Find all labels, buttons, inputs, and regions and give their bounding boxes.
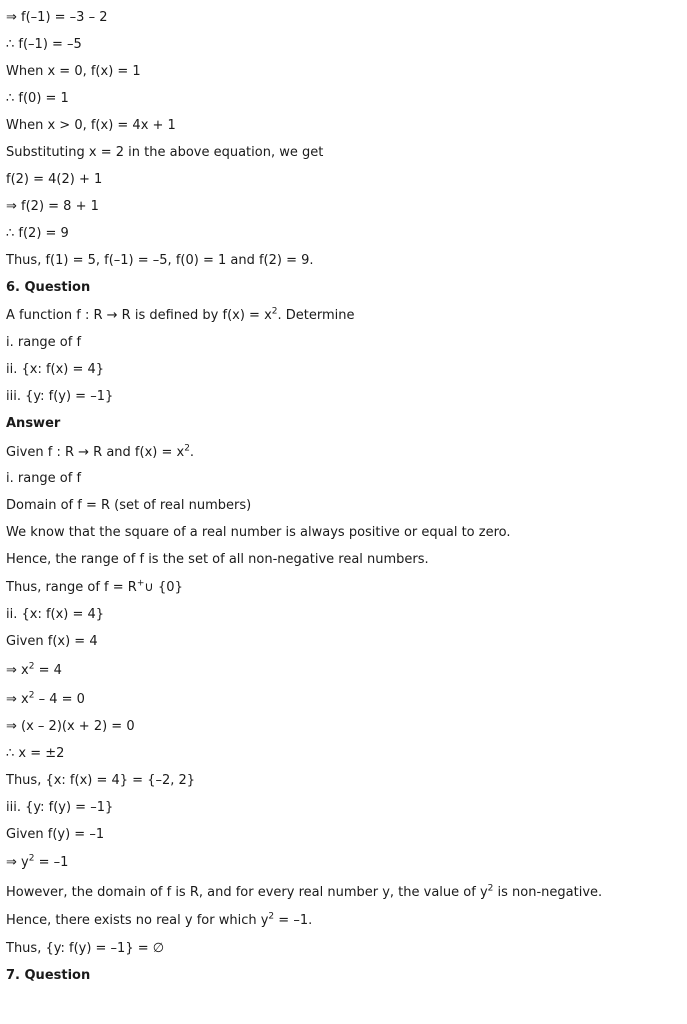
answer-line: iii. {y: f(y) = –1}	[6, 800, 114, 815]
question-6-part-i: i. range of f	[6, 335, 82, 350]
question-6-stem	[6, 308, 355, 324]
superscript: 2	[28, 690, 35, 701]
question-6-heading: 6. Question	[6, 280, 91, 295]
solution-line: ∴ f(–1) = –5	[6, 37, 82, 52]
solution-line: ⇒ f(2) = 8 + 1	[6, 199, 99, 214]
question-6-part-ii: ii. {x: f(x) = 4}	[6, 362, 105, 377]
superscript: 2	[28, 661, 35, 672]
answer-text: .	[189, 445, 195, 460]
solution-line: ∴ f(0) = 1	[6, 91, 69, 106]
answer-line: Given f(y) = –1	[6, 827, 105, 842]
answer-text: ⇒ y	[6, 855, 29, 870]
question-6-stem-text: A function f : R → R is defined by f(x) = x	[6, 308, 272, 323]
answer-line	[6, 663, 62, 679]
answer-line	[6, 445, 194, 461]
answer-line: We know that the square of a real number is always positive or equal to zero.	[6, 525, 511, 540]
solution-line: Substituting x = 2 in the above equation, we get	[6, 145, 324, 160]
question-7-heading: 7. Question	[6, 968, 91, 983]
answer-text: = –1.	[274, 913, 313, 928]
answer-text: ∪ {0}	[144, 580, 183, 595]
solution-line: f(2) = 4(2) + 1	[6, 172, 103, 187]
answer-line	[6, 913, 312, 929]
answer-text: = –1	[34, 855, 69, 870]
superscript: +	[136, 578, 145, 589]
superscript: 2	[271, 306, 278, 317]
answer-text: Given f : R → R and f(x) = x	[6, 445, 185, 460]
answer-line: ⇒ (x – 2)(x + 2) = 0	[6, 719, 135, 734]
solution-conclusion: Thus, f(1) = 5, f(–1) = –5, f(0) = 1 and f(2) = 9.	[6, 253, 314, 268]
answer-text: – 4 = 0	[34, 692, 85, 707]
answer-text: = 4	[34, 663, 62, 678]
answer-line: ∴ x = ±2	[6, 746, 65, 761]
answer-text: is non-negative.	[493, 885, 603, 900]
answer-text: ⇒ x	[6, 663, 29, 678]
answer-line	[6, 692, 85, 708]
answer-line	[6, 855, 68, 871]
answer-line: Hence, the range of f is the set of all non-negative real numbers.	[6, 552, 429, 567]
answer-line: Domain of f = R (set of real numbers)	[6, 498, 252, 513]
solution-line: ⇒ f(–1) = –3 – 2	[6, 10, 108, 25]
answer-line	[6, 885, 602, 901]
answer-line: Given f(x) = 4	[6, 634, 98, 649]
superscript: 2	[487, 883, 494, 894]
superscript: 2	[268, 911, 275, 922]
superscript: 2	[184, 443, 190, 454]
answer-conclusion: Thus, {y: f(y) = –1} = ∅	[6, 941, 165, 956]
superscript: 2	[28, 853, 35, 864]
answer-line: Thus, {x: f(x) = 4} = {–2, 2}	[6, 773, 196, 788]
answer-line: ii. {x: f(x) = 4}	[6, 607, 105, 622]
question-6-part-iii: iii. {y: f(y) = –1}	[6, 389, 114, 404]
answer-text: ⇒ x	[6, 692, 29, 707]
answer-text: Hence, there exists no real y for which y	[6, 913, 269, 928]
answer-heading: Answer	[6, 416, 61, 431]
solution-line: When x = 0, f(x) = 1	[6, 64, 141, 79]
answer-text: However, the domain of f is R, and for every real number y, the value of y	[6, 885, 488, 900]
solution-line: ∴ f(2) = 9	[6, 226, 69, 241]
answer-line	[6, 580, 183, 596]
solution-line: When x > 0, f(x) = 4x + 1	[6, 118, 176, 133]
answer-text: Thus, range of f = R	[6, 580, 137, 595]
answer-line: i. range of f	[6, 471, 82, 486]
question-6-stem-text: . Determine	[277, 308, 355, 323]
